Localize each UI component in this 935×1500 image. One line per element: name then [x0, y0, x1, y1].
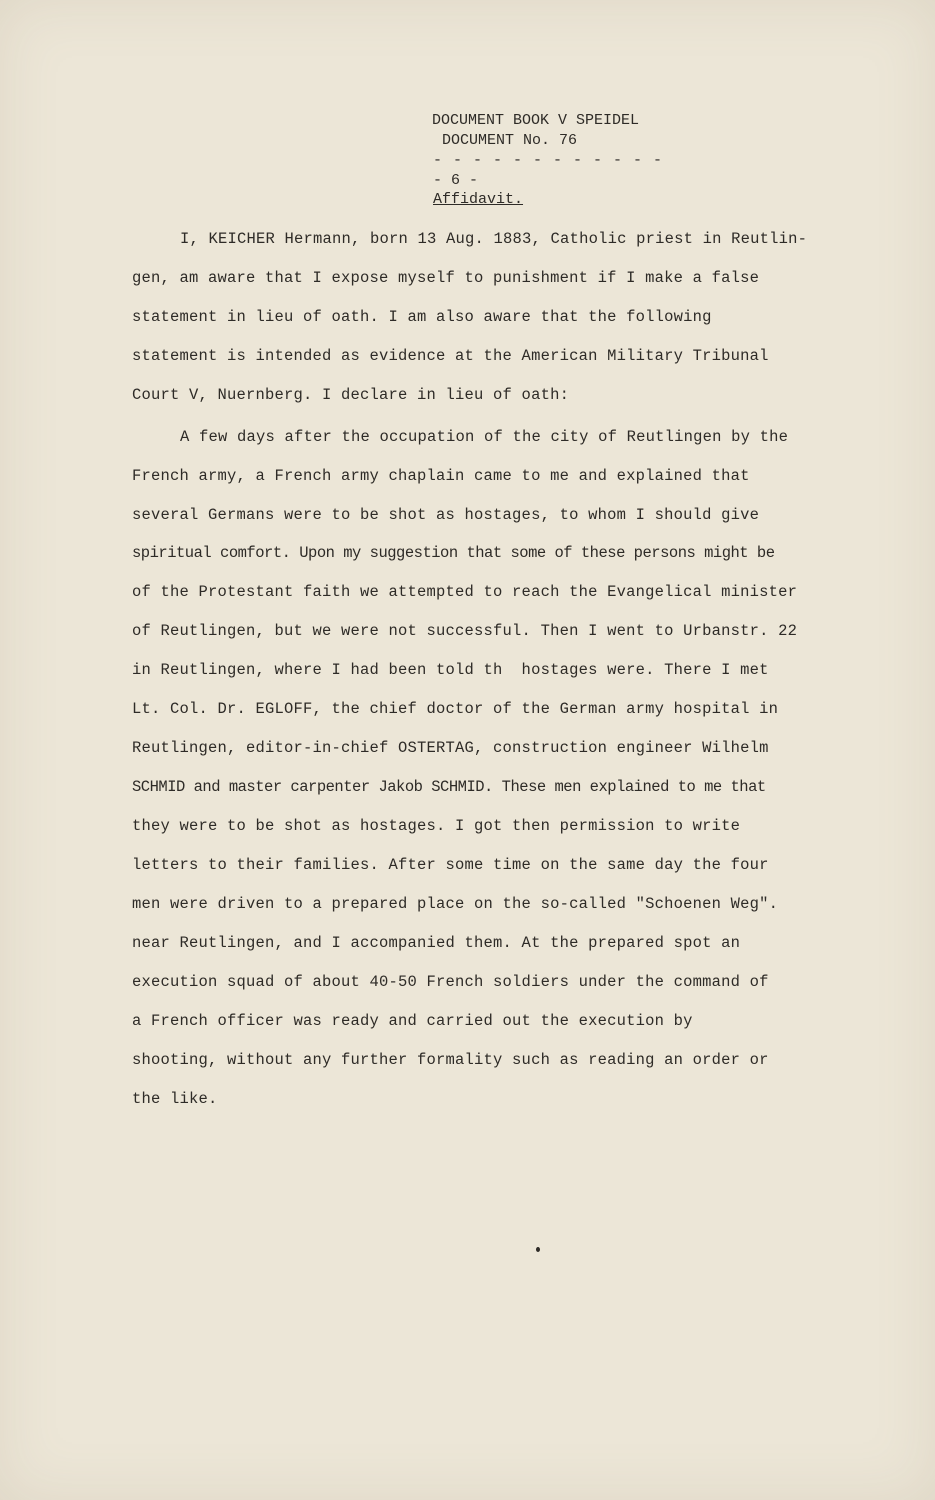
body-line: Lt. Col. Dr. EGLOFF, the chief doctor of the German army hospital in: [132, 700, 779, 718]
header-divider: - - - - - - - - - - - -: [433, 152, 664, 169]
body-line: gen, am aware that I expose myself to punishment if I make a false: [132, 269, 760, 287]
body-line: statement is intended as evidence at the American Military Tribunal: [132, 347, 769, 365]
body-line: I, KEICHER Hermann, born 13 Aug. 1883, Catholic priest in Reutlin-: [180, 230, 808, 248]
body-line: of Reutlingen, but we were not successful. Then I went to Urbanstr. 22: [132, 622, 798, 640]
body-line: they were to be shot as hostages. I got then permission to write: [132, 817, 741, 835]
body-line: in Reutlingen, where I had been told th hostages were. There I met: [132, 661, 769, 679]
body-line: shooting, without any further formality such as reading an order or: [132, 1051, 769, 1069]
body-line: letters to their families. After some time on the same day the four: [132, 856, 769, 874]
body-line: Reutlingen, editor-in-chief OSTERTAG, construction engineer Wilhelm: [132, 739, 769, 757]
page-number: - 6 -: [433, 172, 479, 189]
body-line: of the Protestant faith we attempted to reach the Evangelical minister: [132, 583, 798, 601]
document-number-label: DOCUMENT No. 76: [442, 132, 578, 149]
body-line: the like.: [132, 1090, 218, 1108]
body-line: French army, a French army chaplain came to me and explained that: [132, 467, 750, 485]
document-title: Affidavit.: [433, 191, 524, 208]
body-line: spiritual comfort. Upon my suggestion that some of these persons might be: [132, 544, 775, 562]
body-line: Court V, Nuernberg. I declare in lieu of oath:: [132, 386, 570, 404]
body-line: several Germans were to be shot as hostages, to whom I should give: [132, 506, 760, 524]
body-line: A few days after the occupation of the city of Reutlingen by the: [180, 428, 789, 446]
body-line: statement in lieu of oath. I am also aware that the following: [132, 308, 712, 326]
document-header: [432, 111, 639, 151]
document-book-label: DOCUMENT BOOK V SPEIDEL: [432, 112, 640, 129]
body-line: SCHMID and master carpenter Jakob SCHMID. These men explained to me that: [132, 778, 766, 796]
body-line: a French officer was ready and carried out the execution by: [132, 1012, 693, 1030]
body-line: near Reutlingen, and I accompanied them. At the prepared spot an: [132, 934, 741, 952]
body-line: men were driven to a prepared place on the so-called "Schoenen Weg".: [132, 895, 779, 913]
body-line: execution squad of about 40-50 French soldiers under the command of: [132, 973, 769, 991]
ink-speck: [536, 1247, 540, 1252]
